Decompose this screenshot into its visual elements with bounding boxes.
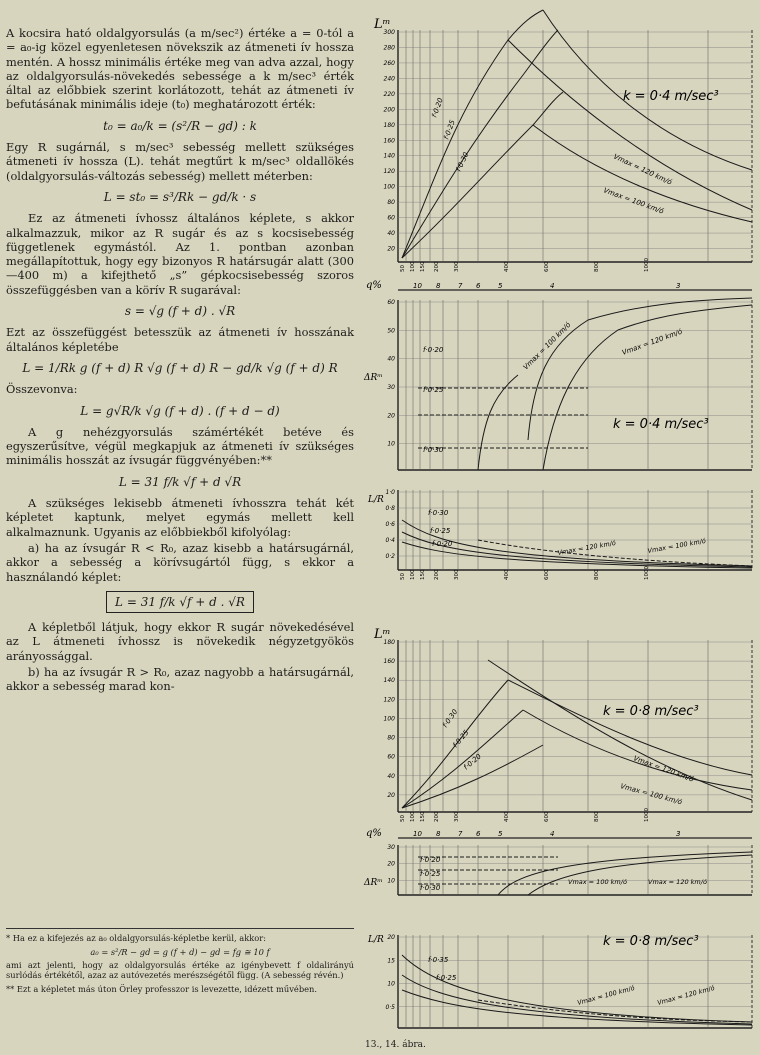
panel-1-tick-label: 160: [383, 137, 395, 145]
panel-2-tick-label: 30: [387, 384, 395, 391]
panel-3-x-tick: 400: [504, 569, 510, 580]
formula-l-combined: L = g√R/k √g (f + d) . (f + d − d): [80, 403, 280, 418]
label-dr-k04: k = 0·4 m/sec³: [613, 417, 709, 432]
panel-4-y-title: Lᵐ: [374, 627, 391, 642]
panel-1-tick-label: 80: [387, 199, 395, 207]
panel-1-tick-label: 240: [383, 75, 395, 83]
panel-5-q-tick: 6: [476, 830, 481, 838]
panel-1-tick-label: 180: [383, 121, 395, 129]
panel-1-tick-label: 260: [383, 59, 395, 67]
footnote-2: ** Ezt a képletet más úton Örley professzor is levezette, idézett művében.: [6, 984, 318, 995]
label2-vmax120: Vmax = 120 km/ó: [632, 754, 695, 784]
label-f030: f·0·30: [454, 151, 471, 173]
panel-2-q-tick: 6: [476, 282, 481, 290]
formula-l-minimal: L = 31 f/k √f + d √R: [118, 474, 242, 489]
panel-5-q-tick: 10: [413, 830, 422, 838]
paragraph-case-b: b) ha az ívsugár R > R₀, azaz nagyobb a határsugárnál, akkor a sebesség marad kon-: [6, 664, 354, 694]
formula-boxed: L = 31 f/k √f + d . √R: [106, 591, 254, 613]
label-dr-vmax120: Vmax = 120 km/ó: [620, 327, 684, 357]
panel-5-q-tick: 8: [436, 830, 441, 838]
panel-1-tick-label: 100: [383, 183, 395, 191]
panel-3-tick-label: 0·2: [385, 553, 395, 560]
footnote-1: * Ha ez a kifejezés az a₀ oldalgyorsulás-képletbe kerül, akkor:: [6, 933, 267, 943]
footnote-1-formula: a₀ = s²/R − gd = g (f + d) − gd = fg ≅ 10 f: [90, 946, 270, 957]
label-lr-vmax100: Vmax = 100 km/ó: [646, 536, 707, 555]
panel-1-y-title: Lᵐ: [374, 17, 391, 32]
panel-4-x-tick: 150: [420, 811, 426, 822]
panel-1-x-tick: 300: [454, 261, 460, 272]
curve-f025: [402, 30, 558, 258]
panel-6-tick-label: 0·5: [385, 1003, 395, 1011]
panel-4-tick-label: 140: [383, 677, 395, 685]
panel-1-x-tick: 200: [434, 261, 440, 272]
panel-1-x-tick: 1000: [644, 258, 650, 272]
panel-4-tick-label: 40: [387, 772, 395, 780]
paragraph-case-a: a) ha az ívsugár R < R₀, azaz kisebb a határsugárnál, akkor a sebesség a körívsugártól függ, s ekkor a használandó képlet:: [6, 540, 354, 584]
panel-2-y-title: ΔRᵐ: [364, 373, 383, 383]
paragraph-intro: A kocsira ható oldalgyorsulás (a m/sec²) értéke a = 0-tól a = a₀-ig közel egyenletesen növekszik az átmeneti ív hossza mentén. A hossz minimális értéke meg van adva azzal, hogy az oldalgyorsulás-növekedés sebessége a k m/sec³ érték által az előbbiek szerint korlátozott, tehát az átmeneti ív befutásának minimális ideje (t₀) meghatározott érték:: [6, 26, 354, 112]
panel-1-tick-label: 140: [383, 152, 395, 160]
panel-6-tick-label: 20: [387, 934, 395, 941]
formula-l-general: L = st₀ = s³/Rk − gd/k · s: [103, 189, 257, 204]
panel-4-tick-label: 80: [387, 734, 395, 742]
curve2-vmax100: [523, 710, 752, 790]
label-vmax100: Vmax = 100 km/ó: [602, 186, 665, 216]
panel-2-tick-label: 20: [387, 412, 395, 420]
label-lr-vmax120: Vmax = 120 km/ó: [556, 538, 617, 557]
panel-3-tick-label: 1·0: [385, 489, 395, 496]
panel-4-x-tick: 800: [594, 811, 600, 822]
label2-dr-f030: f·0·30: [420, 884, 441, 892]
panel-4-x-tick: 300: [454, 811, 460, 822]
figure-caption: 13., 14. ábra.: [365, 1040, 426, 1050]
paragraph-general-formula: Ez az átmeneti ívhossz általános képlete, s akkor alkalmazzuk, mikor az R sugár és az s kocsisebesség függetlenek egymástól. Az 1. pontban azonban megállapítottuk, hogy egy bizonyos R határsugár alatt (300—400 m) a kifejthető „s” gépkocsisebesség szoros összefüggésben van a körív R sugarával:: [6, 211, 354, 297]
paragraph-simplified: A g nehézgyorsulás számértékét betéve és egyszerűsítve, végül megkapjuk az átmeneti ív szükséges minimális hosszát az ívsugár függvényében:**: [6, 424, 354, 468]
label2-lr-vmax120: Vmax = 120 km/ó: [656, 983, 716, 1007]
panel-1-tick-label: 220: [383, 90, 395, 98]
label-lr-k08: k = 0·8 m/sec³: [603, 934, 699, 949]
label-f020: f·0·20: [430, 96, 445, 119]
label2-f020: f·0·20: [462, 752, 483, 772]
panel-3-x-tick: 800: [594, 569, 600, 580]
curve2-dr-vmax100: [498, 852, 752, 895]
footnote-1-continued: ami azt jelenti, hogy az oldalgyorsulás értéke az igénybevett f oldalirányú surlódás értékétől, azaz az autóvezetés merészségétől függ. (A sebesség révén.): [6, 959, 354, 981]
panel-5-y-title: ΔRᵐ: [364, 878, 383, 888]
label2-vmax100: Vmax = 100 km/ó: [619, 782, 683, 807]
panel-2-q-tick: 7: [458, 282, 463, 290]
panel-3-x-tick: 200: [434, 569, 440, 580]
panel-3-tick-label: 0·4: [385, 537, 395, 544]
curve-dr-f020: [478, 375, 518, 470]
formula-l-substituted: L = 1/Rk g (f + d) R √g (f + d) R − gd/k √g (f + d) R: [22, 360, 338, 375]
panel-3-x-tick: 1000: [644, 566, 650, 580]
panel-4-x-tick: 200: [434, 811, 440, 822]
label2-lr-f035: f·0·35: [428, 956, 449, 964]
panel-2-q-tick: 4: [550, 282, 555, 290]
label-k04: k = 0·4 m/sec³: [623, 89, 719, 104]
curve2-vmax-extra: [488, 660, 752, 800]
panel-1-tick-label: 20: [387, 245, 395, 253]
panel-3-tick-label: 0·8: [385, 505, 395, 512]
panel-5-tick-label: 30: [387, 844, 395, 851]
panel-1-tick-label: 120: [383, 168, 395, 176]
panel-4-tick-label: 120: [383, 696, 395, 704]
panel-2-tick-label: 60: [387, 299, 395, 306]
panel-4-x-tick: 50: [400, 815, 406, 822]
label-dr-f025: f·0·25: [423, 386, 444, 394]
panel-1-x-tick: 800: [594, 261, 600, 272]
panel-4-x-tick: 600: [544, 811, 550, 822]
panel-5-tick-label: 10: [387, 877, 395, 885]
panel-5-q-tick: 3: [676, 830, 681, 838]
panel-2-q-label: q%: [366, 280, 382, 291]
panel-3-x-tick: 100: [410, 569, 416, 580]
label2-dr-f020: f·0·20: [420, 856, 441, 864]
label-dr-f030: f·0·30: [423, 446, 444, 454]
panel-1-x-tick: 50: [400, 265, 406, 272]
curve2-dr-vmax120: [528, 855, 752, 895]
panel-4-tick-label: 20: [387, 791, 395, 799]
paragraph-length: Egy R sugárnál, s m/sec³ sebesség mellett szükséges átmeneti ív hossza (L). tehát megtűrt k m/sec³ oldallökés (oldalgyorsulás-változás sebesség) mellett méterben:: [6, 140, 354, 183]
label2-f025: f·0·25: [451, 728, 471, 750]
panel-2-q-tick: 10: [413, 282, 422, 290]
panel-1-x-tick: 600: [544, 261, 550, 272]
panel-4-tick-label: 180: [383, 639, 395, 646]
panel-2-tick-label: 10: [387, 440, 395, 448]
panel-6-y-title: L/R: [368, 935, 384, 945]
panel-4-x-tick: 100: [410, 811, 416, 822]
footnotes: [6, 928, 354, 998]
label2-dr-f025: f·0·25: [420, 870, 441, 878]
panel-5-q-tick: 5: [498, 830, 503, 838]
label2-dr-vmax120: Vmax = 120 km/ó: [648, 878, 707, 886]
panel-6-tick-label: 15: [387, 957, 395, 965]
panel-1-tick-label: 200: [383, 106, 395, 114]
label-k08: k = 0·8 m/sec³: [603, 704, 699, 719]
panel-3-y-title: L/R: [368, 495, 384, 505]
panel-5-q-tick: 7: [458, 830, 463, 838]
panel-1-x-tick: 100: [410, 261, 416, 272]
panel-2-tick-label: 50: [387, 327, 395, 335]
label2-dr-vmax100: Vmax = 100 km/ó: [568, 878, 627, 886]
panel-3-tick-label: 0·6: [385, 521, 395, 528]
panel-4-x-tick: 400: [504, 811, 510, 822]
panel-1-tick-label: 280: [383, 44, 395, 52]
nomogram-svg: [358, 0, 760, 1040]
panel-6-tick-label: 10: [387, 980, 395, 988]
paragraph-combined: Összevonva:: [6, 382, 78, 397]
label2-lr-f025: f·0·25: [436, 974, 457, 982]
label-lr-f030: f·0·30: [428, 509, 449, 517]
panel-4-tick-label: 100: [383, 715, 395, 723]
paragraph-two-formulas: A szükséges lekisebb átmeneti ívhosszra tehát két képletet kaptunk, melyet egymás mellett kell alkalmaznunk. Ugyanis az előbbiekből kifolyólag:: [6, 496, 354, 539]
panel-3-x-tick: 600: [544, 569, 550, 580]
panel-5-q-tick: 4: [550, 830, 555, 838]
panel-1-tick-label: 300: [383, 29, 395, 36]
panel-1-x-tick: 150: [420, 261, 426, 272]
main-text-column: [6, 26, 354, 696]
panel-1-tick-label: 60: [387, 214, 395, 222]
label-vmax120: Vmax = 120 km/ó: [612, 152, 674, 187]
panel-3-x-tick: 50: [400, 573, 406, 580]
panel-2-tick-label: 40: [387, 355, 395, 363]
label-f025: f·0·25: [442, 118, 457, 141]
label-lr-f020: f·0·20: [432, 540, 453, 548]
panel-5-q-label: q%: [366, 828, 382, 839]
figure-nomogram: [358, 0, 760, 1055]
paragraph-substitute: Ezt az összefüggést betesszük az átmeneti ív hosszának általános képletébe: [6, 325, 354, 354]
formula-speed: s = √g (f + d) . √R: [124, 304, 236, 319]
panel-1-x-tick: 400: [504, 261, 510, 272]
panel-4-tick-label: 160: [383, 658, 395, 666]
panel-3-x-tick: 300: [454, 569, 460, 580]
panel-3-x-tick: 150: [420, 569, 426, 580]
label-dr-vmax100: Vmax = 100 km/ó: [521, 320, 573, 372]
panel-1-tick-label: 40: [387, 230, 395, 238]
panel-2-q-tick: 5: [498, 282, 503, 290]
panel-5-tick-label: 20: [387, 860, 395, 868]
panel-4-x-tick: 1000: [644, 808, 650, 822]
curve-f020: [402, 10, 543, 258]
panel-4-tick-label: 60: [387, 753, 395, 761]
label-lr-f025: f·0·25: [430, 527, 451, 535]
label2-f030: f·0·30: [441, 707, 460, 730]
panel-2-q-tick: 8: [436, 282, 441, 290]
paragraph-sqrt-growth: A képletből látjuk, hogy ekkor R sugár növekedésével az L átmeneti ívhossz is növekedik négyzetgyökös arányossággal.: [6, 620, 354, 663]
label-dr-f020: f·0·20: [423, 346, 444, 354]
formula-t0: t₀ = a₀/k = (s²/R − gd) : k: [103, 118, 257, 133]
label2-lr-vmax100: Vmax = 100 km/ó: [576, 983, 636, 1007]
curve2-lr-vmax: [478, 1000, 752, 1022]
panel-2-q-tick: 3: [676, 282, 681, 290]
formula-boxed-wrap: [6, 591, 354, 613]
